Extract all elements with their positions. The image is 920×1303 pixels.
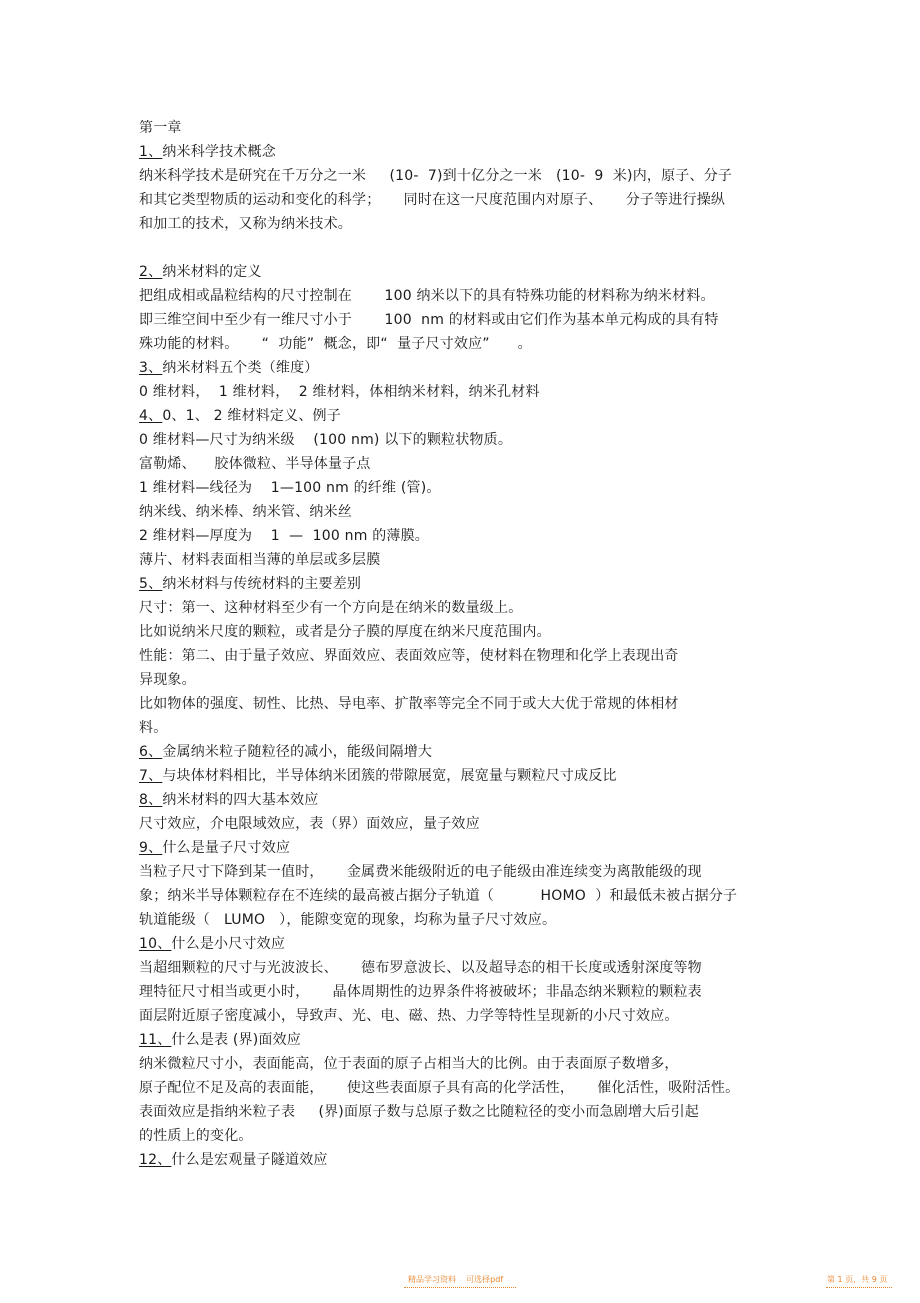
section-number: 5、 [139, 576, 163, 592]
section-title: 纳米科学技术概念 [162, 144, 276, 160]
body-line: 比如说纳米尺度的颗粒，或者是分子膜的厚度在纳米尺度范围内。 [139, 624, 551, 640]
section-number: 7、 [139, 768, 163, 784]
section-heading [139, 836, 789, 860]
body-line: 把组成相或晶粒结构的尺寸控制在 100 纳米以下的具有特殊功能的材料称为纳米材料。 [139, 288, 715, 304]
section-heading [139, 932, 789, 956]
paragraph-gap [139, 236, 789, 260]
page-number: 第 1 页，共 9 页 [827, 1275, 888, 1284]
body-line: 1 维材料—线径为 1—100 nm 的纤维 (管)。 [139, 480, 441, 496]
footer-left-label: 精品学习资料 可选择pdf [408, 1275, 504, 1284]
body-line: 表面效应是指纳米粒子表 (界)面原子数与总原子数之比随粒径的变小而急剧增大后引起 [139, 1104, 699, 1120]
body-line: 象；纳米半导体颗粒存在不连续的最高被占据分子轨道（ HOMO ）和最低未被占据分子 [139, 888, 738, 904]
section-title: 与块体材料相比，半导体纳米团簇的带隙展宽，展宽量与颗粒尺寸成反比 [162, 768, 617, 784]
section-heading [139, 260, 789, 284]
body-line: 0 维材料—尺寸为纳米级 (100 nm) 以下的颗粒状物质。 [139, 432, 513, 448]
section-number: 12、 [139, 1152, 172, 1168]
body-line: 和其它类型物质的运动和变化的科学； 同时在这一尺度范围内对原子、 分子等进行操纵 [139, 192, 726, 208]
chapter-title: 第一章 [139, 120, 182, 136]
section-title: 什么是表 (界)面效应 [171, 1032, 301, 1048]
section-title: 金属纳米粒子随粒径的减小，能级间隔增大 [162, 744, 433, 760]
body-line: 富勒烯、 胶体微粒、半导体量子点 [139, 456, 371, 472]
section-number: 11、 [139, 1032, 172, 1048]
section-title: 纳米材料五个类（维度） [162, 360, 319, 376]
footer-right-dots [826, 1287, 892, 1290]
body-line: 比如物体的强度、韧性、比热、导电率、扩散率等完全不同于或大大优于常规的体相材 [139, 696, 679, 712]
section-heading [139, 740, 789, 764]
section-title: 0、1、 2 维材料定义、例子 [162, 408, 341, 424]
section-heading [139, 404, 789, 428]
section-number: 6、 [139, 744, 163, 760]
body-line: 原子配位不足及高的表面能， 使这些表面原子具有高的化学活性， 催化活性，吸附活性。 [139, 1080, 740, 1096]
body-line: 料。 [139, 720, 168, 736]
section-title: 什么是宏观量子隧道效应 [171, 1152, 328, 1168]
body-line: 面层附近原子密度减小，导致声、光、电、磁、热、力学等特性呈现新的小尺寸效应。 [139, 1008, 679, 1024]
section-title: 什么是量子尺寸效应 [162, 840, 291, 856]
section-title: 什么是小尺寸效应 [171, 936, 286, 952]
body-line: 薄片、材料表面相当薄的单层或多层膜 [139, 552, 381, 568]
section-heading [139, 1148, 789, 1172]
section-heading [139, 1028, 789, 1052]
body-line: 尺寸：第一、这种材料至少有一个方向是在纳米的数量级上。 [139, 600, 523, 616]
section-number: 9、 [139, 840, 163, 856]
body-line: 理特征尺寸相当或更小时， 晶体周期性的边界条件将被破坏；非晶态纳米颗粒的颗粒表 [139, 984, 702, 1000]
body-line: 当粒子尺寸下降到某一值时， 金属费米能级附近的电子能级由准连续变为离散能级的现 [139, 864, 702, 880]
body-line: 和加工的技术，又称为纳米技术。 [139, 216, 352, 232]
body-line: 异现象。 [139, 672, 196, 688]
section-title: 纳米材料的定义 [162, 264, 262, 280]
body-line: 性能：第二、由于量子效应、界面效应、表面效应等，使材料在物理和化学上表现出奇 [139, 648, 679, 664]
body-line: 纳米微粒尺寸小，表面能高，位于表面的原子占相当大的比例。由于表面原子数增多， [139, 1056, 679, 1072]
body-line: 尺寸效应，介电限域效应，表（界）面效应，量子效应 [139, 816, 480, 832]
section-number: 2、 [139, 264, 163, 280]
body-line: 当超细颗粒的尺寸与光波波长、 德布罗意波长、以及超导态的相干长度或透射深度等物 [139, 960, 702, 976]
body-line: 纳米线、纳米棒、纳米管、纳米丝 [139, 504, 352, 520]
body-line: 轨道能级（ LUMO ），能隙变宽的现象，均称为量子尺寸效应。 [139, 912, 557, 928]
body-line: 2 维材料—厚度为 1 — 100 nm 的薄膜。 [139, 528, 429, 544]
section-number: 4、 [139, 408, 163, 424]
section-number: 1、 [139, 144, 163, 160]
body-line: 0 维材料， 1 维材料， 2 维材料，体相纳米材料，纳米孔材料 [139, 384, 540, 400]
section-heading [139, 140, 789, 164]
body-line: 纳米科学技术是研究在千万分之一米 (10- 7)到十亿分之一米 (10- 9 米)内，原子、分子 [139, 168, 733, 184]
document-body [139, 116, 789, 1172]
section-heading [139, 764, 789, 788]
section-number: 3、 [139, 360, 163, 376]
footer-left-dots [404, 1287, 516, 1290]
body-line: 殊功能的材料。 “ 功能” 概念，即“ 量子尺寸效应” 。 [139, 336, 532, 352]
section-heading [139, 572, 789, 596]
section-number: 8、 [139, 792, 163, 808]
section-number: 10、 [139, 936, 172, 952]
section-heading [139, 788, 789, 812]
body-line: 的性质上的变化。 [139, 1128, 253, 1144]
section-title: 纳米材料的四大基本效应 [162, 792, 319, 808]
section-heading [139, 356, 789, 380]
body-line: 即三维空间中至少有一维尺寸小于 100 nm 的材料或由它们作为基本单元构成的具有特 [139, 312, 719, 328]
section-title: 纳米材料与传统材料的主要差别 [162, 576, 362, 592]
